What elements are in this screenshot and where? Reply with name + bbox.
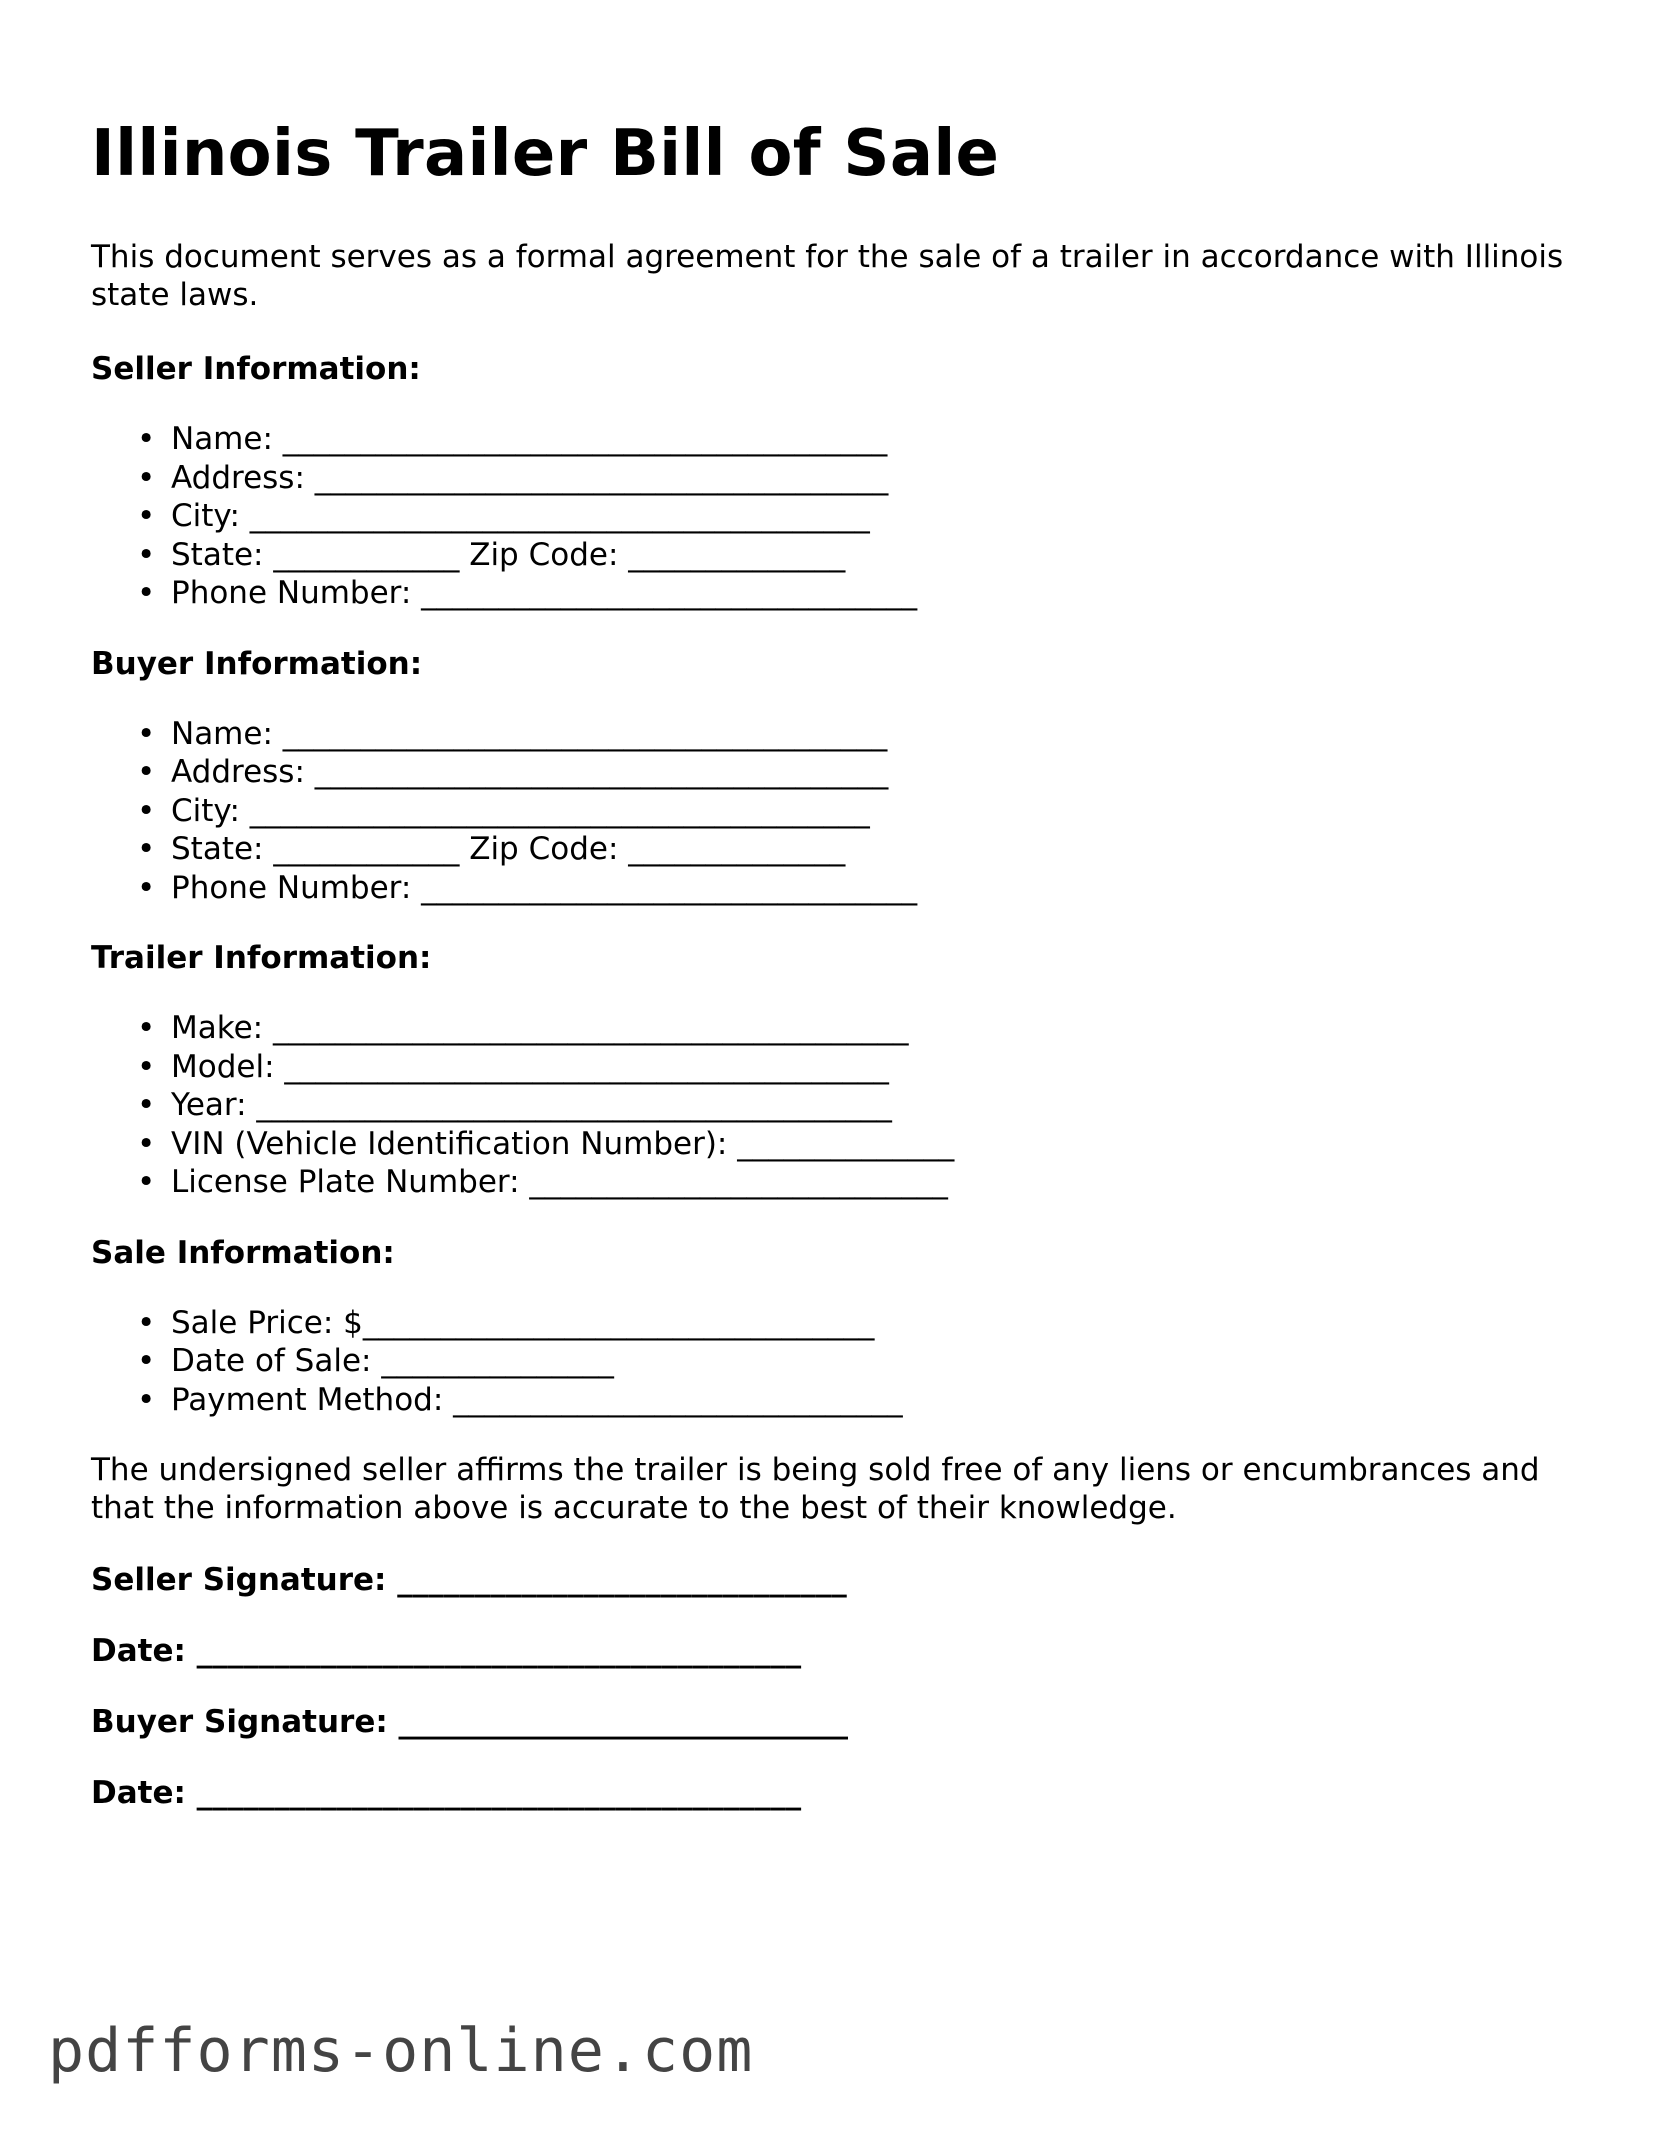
- seller-signature-line: Seller Signature: _____________________________: [91, 1562, 847, 1598]
- trailer-year-field: [91, 1086, 1571, 1125]
- field-label: VIN (Vehicle Identification Number): ______________: [171, 1125, 955, 1162]
- field-label: Phone Number: ________________________________: [171, 575, 918, 611]
- seller-city-field: [91, 497, 1571, 536]
- bullet: •: [137, 1125, 156, 1162]
- trailer-vin-field: [91, 1125, 1571, 1164]
- bullet: •: [137, 831, 156, 867]
- trailer-field-list: [91, 1009, 1571, 1202]
- seller-state-zip-field: [91, 536, 1571, 575]
- field-label: Payment Method: _____________________________: [171, 1381, 903, 1418]
- payment-method-field: [91, 1381, 1571, 1420]
- bullet: •: [137, 1304, 156, 1341]
- bullet: •: [137, 792, 156, 829]
- bullet: •: [137, 715, 156, 752]
- trailer-make-field: [91, 1009, 1571, 1048]
- seller-address-field: [91, 459, 1571, 498]
- sale-date-field: [91, 1342, 1571, 1381]
- buyer-state-zip-field: [91, 830, 1571, 869]
- document-page: [91, 110, 1571, 1845]
- sale-field-list: [91, 1304, 1571, 1420]
- bullet: •: [137, 869, 156, 906]
- seller-field-list: [91, 420, 1571, 613]
- affirmation-paragraph: The undersigned seller affirms the trailer is being sold free of any liens or encumbrances and that the information above is accurate to the best of their knowledge.: [91, 1452, 1540, 1526]
- buyer-signature-line: Buyer Signature: _____________________________: [91, 1704, 849, 1740]
- bullet: •: [137, 754, 156, 790]
- bullet: •: [137, 498, 156, 534]
- watermark-text: pdfforms-online.com: [48, 2016, 754, 2086]
- buyer-name-field: [91, 715, 1571, 754]
- bullet: •: [137, 1164, 156, 1200]
- buyer-date-line: Date: _______________________________________: [91, 1775, 802, 1811]
- bullet: •: [137, 1087, 156, 1123]
- bullet: •: [137, 1010, 156, 1046]
- buyer-phone-field: [91, 869, 1571, 908]
- seller-date-line: Date: _______________________________________: [91, 1633, 802, 1669]
- trailer-plate-field: [91, 1163, 1571, 1202]
- field-label: Address: _____________________________________: [171, 459, 889, 496]
- bullet: •: [137, 1048, 156, 1085]
- sale-section-heading: Sale Information:: [91, 1234, 395, 1271]
- field-label: Sale Price: $_________________________________: [171, 1304, 875, 1341]
- field-label: City: ________________________________________: [171, 792, 870, 829]
- buyer-field-list: [91, 715, 1571, 908]
- field-label: Address: _____________________________________: [171, 754, 889, 790]
- bullet: •: [137, 1343, 156, 1379]
- bullet: •: [137, 421, 156, 457]
- seller-phone-field: [91, 574, 1571, 613]
- intro-paragraph: This document serves as a formal agreement for the sale of a trailer in accordance with Illinois state laws.: [91, 239, 1564, 313]
- document-title: Illinois Trailer Bill of Sale: [91, 117, 1000, 191]
- bullet: •: [137, 536, 156, 573]
- seller-section-heading: Seller Information:: [91, 351, 421, 387]
- buyer-section-heading: Buyer Information:: [91, 645, 423, 682]
- sale-price-field: [91, 1304, 1571, 1343]
- bullet: •: [137, 459, 156, 496]
- field-label: State: ____________ Zip Code: ______________: [171, 831, 846, 867]
- field-label: Name: _______________________________________: [171, 715, 888, 752]
- trailer-section-heading: Trailer Information:: [91, 940, 432, 976]
- field-label: Year: _________________________________________: [171, 1087, 892, 1123]
- field-label: Make: _________________________________________: [171, 1010, 909, 1046]
- field-label: Name: _______________________________________: [171, 421, 888, 457]
- field-label: City: ________________________________________: [171, 498, 870, 534]
- field-label: Phone Number: ________________________________: [171, 869, 918, 906]
- field-label: Model: _______________________________________: [171, 1048, 889, 1085]
- field-label: State: ____________ Zip Code: ______________: [171, 536, 846, 573]
- field-label: Date of Sale: _______________: [171, 1343, 614, 1379]
- bullet: •: [137, 1381, 156, 1418]
- seller-name-field: [91, 420, 1571, 459]
- bullet: •: [137, 575, 156, 611]
- trailer-model-field: [91, 1048, 1571, 1087]
- buyer-address-field: [91, 753, 1571, 792]
- field-label: License Plate Number: ___________________________: [171, 1164, 948, 1200]
- buyer-city-field: [91, 792, 1571, 831]
